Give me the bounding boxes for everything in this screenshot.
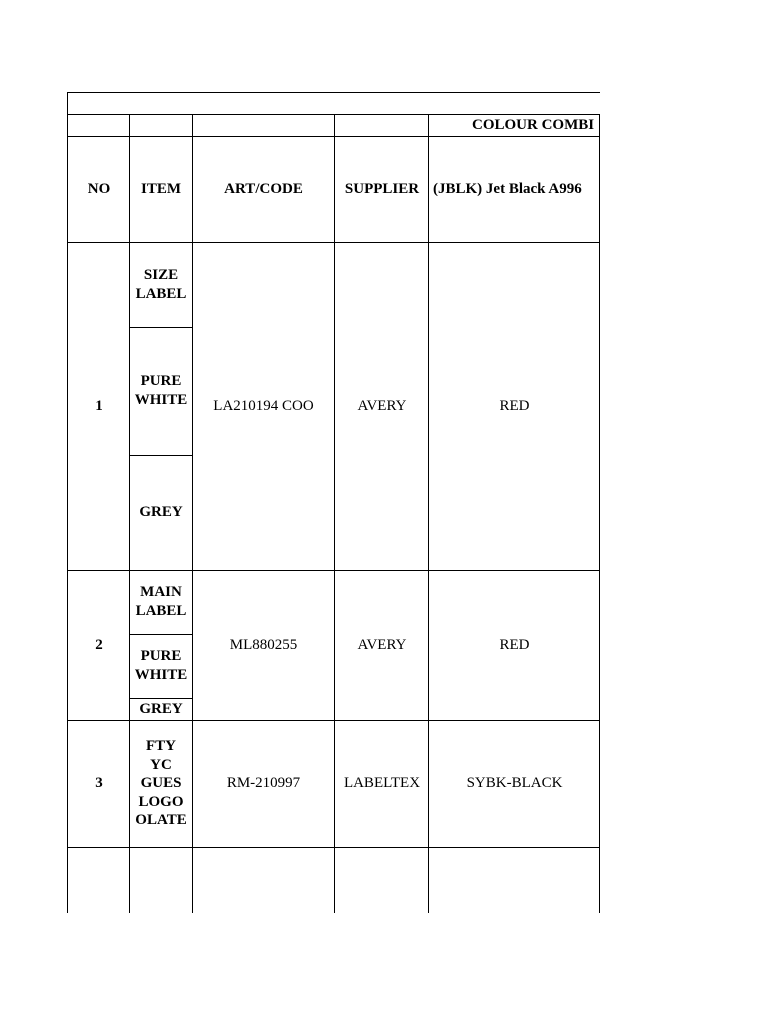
row-2-colour: RED xyxy=(499,636,530,653)
row-3-supplier: LABELTEX xyxy=(343,775,421,791)
row-2-no: 2 xyxy=(95,636,103,653)
row-1-item-3: GREY xyxy=(139,504,183,520)
row-2-item-1: MAIN LABEL xyxy=(135,584,187,619)
grid-line xyxy=(67,92,600,93)
row-2-art-code: ML880255 xyxy=(229,636,298,653)
grid-line xyxy=(599,114,600,913)
row-1-colour: RED xyxy=(499,397,530,414)
grid-line xyxy=(192,114,193,913)
row-3-art-code: RM-210997 xyxy=(226,775,301,791)
row-1-no: 1 xyxy=(95,397,103,414)
header-art-code: ART/CODE xyxy=(224,180,303,197)
row-2-item-3: GREY xyxy=(139,700,183,717)
grid-line xyxy=(130,634,192,635)
header-item: ITEM xyxy=(140,180,181,197)
grid-line xyxy=(129,114,130,913)
header-no: NO xyxy=(87,180,111,197)
row-2-supplier: AVERY xyxy=(357,636,407,653)
colour-comb-header: COLOUR COMBI xyxy=(472,116,595,133)
header-colour: (JBLK) Jet Black A996 xyxy=(433,180,582,197)
grid-line xyxy=(130,455,192,456)
grid-line xyxy=(130,698,192,699)
header-supplier: SUPPLIER xyxy=(344,180,420,197)
row-1-supplier: AVERY xyxy=(357,397,407,414)
row-1-item-1: SIZE LABEL xyxy=(135,266,187,302)
row-2-item-2: PURE WHITE xyxy=(134,648,188,683)
grid-line xyxy=(67,92,68,913)
row-3-no: 3 xyxy=(95,775,103,791)
grid-line xyxy=(334,114,335,913)
row-3-colour: SYBK-BLACK xyxy=(466,775,563,791)
row-1-art-code: LA210194 COO xyxy=(213,397,314,414)
grid-line xyxy=(428,114,429,913)
row-3-item-1: FTY YC GUES LOGO OLATE xyxy=(135,738,187,829)
row-1-item-2: PURE WHITE xyxy=(134,373,188,408)
grid-line xyxy=(130,327,192,328)
